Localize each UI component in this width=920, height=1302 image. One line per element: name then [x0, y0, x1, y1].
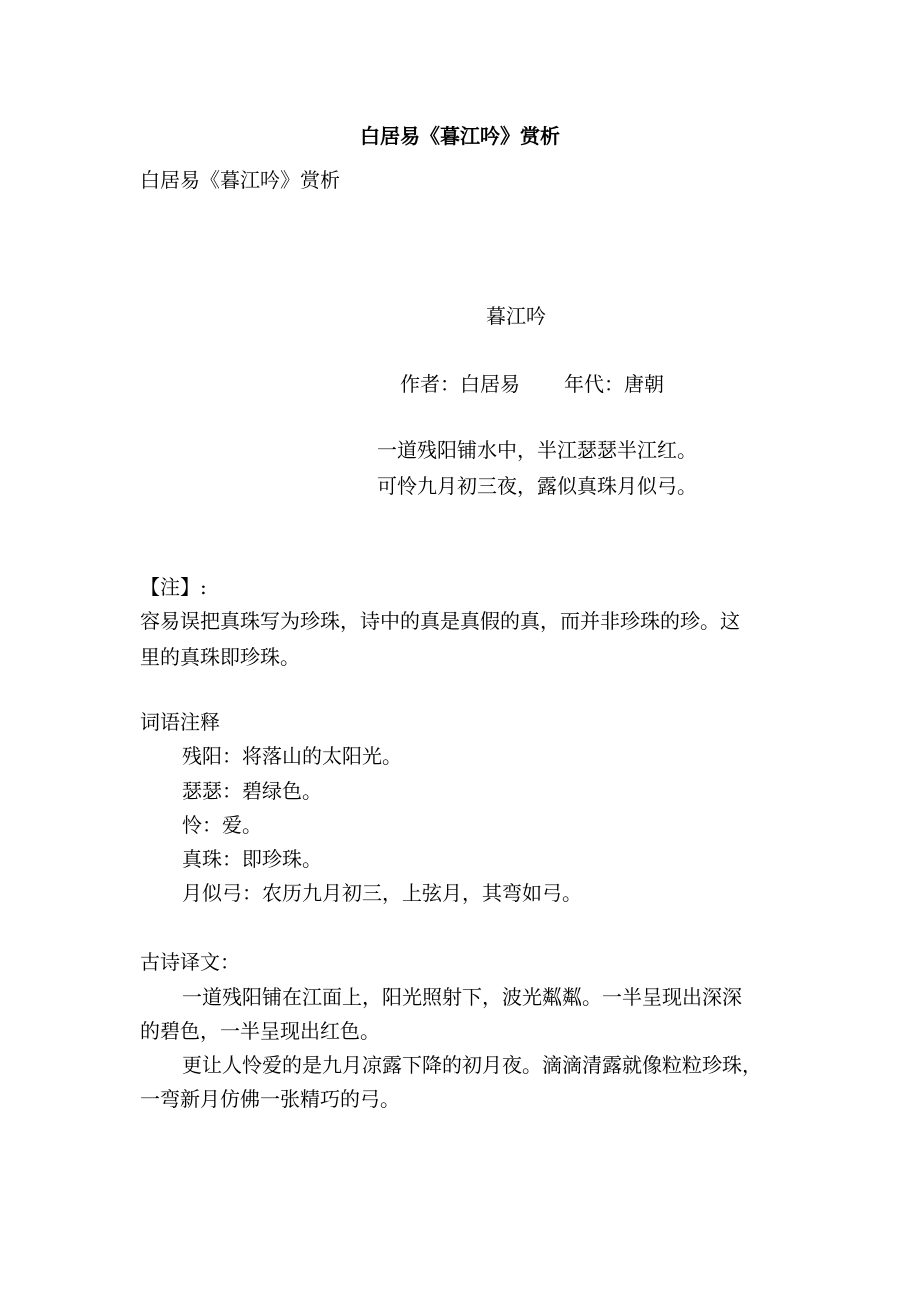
glossary-item: 怜：爱。: [182, 813, 262, 837]
glossary-item: 月似弓：农历九月初三，上弦月，其弯如弓。: [182, 881, 582, 905]
author-name: 白居易: [460, 372, 520, 396]
poem-line: 可怜九月初三夜，露似真珠月似弓。: [377, 474, 697, 498]
translation-line: 的碧色，一半呈现出红色。: [140, 1019, 380, 1043]
era-name: 唐朝: [624, 372, 664, 396]
document-subtitle: 白居易《暮江吟》赏析: [140, 168, 340, 192]
note-line: 容易误把真珠写为珍珠，诗中的真是真假的真，而并非珍珠的珍。这: [140, 609, 740, 633]
document-title: 白居易《暮江吟》赏析: [360, 124, 560, 148]
author-label: 作者：: [400, 372, 460, 396]
note-heading: 【注】:: [140, 575, 207, 599]
note-line: 里的真珠即珍珠。: [140, 645, 300, 669]
translation-heading: 古诗译文：: [140, 950, 240, 974]
era-label: 年代：: [564, 372, 624, 396]
translation-line: 更让人怜爱的是九月凉露下降的初月夜。滴滴清露就像粒粒珍珠，: [182, 1053, 762, 1077]
translation-line: 一道残阳铺在江面上，阳光照射下，波光粼粼。一半呈现出深深: [182, 985, 742, 1009]
translation-line: 一弯新月仿佛一张精巧的弓。: [140, 1087, 400, 1111]
glossary-item: 瑟瑟：碧绿色。: [182, 779, 322, 803]
poem-line: 一道残阳铺水中，半江瑟瑟半江红。: [377, 438, 697, 462]
poem-meta: [400, 372, 664, 396]
glossary-item: 真珠：即珍珠。: [182, 847, 322, 871]
poem-title: 暮江吟: [486, 304, 546, 328]
glossary-item: 残阳：将落山的太阳光。: [182, 744, 402, 768]
glossary-heading: 词语注释: [140, 710, 220, 734]
